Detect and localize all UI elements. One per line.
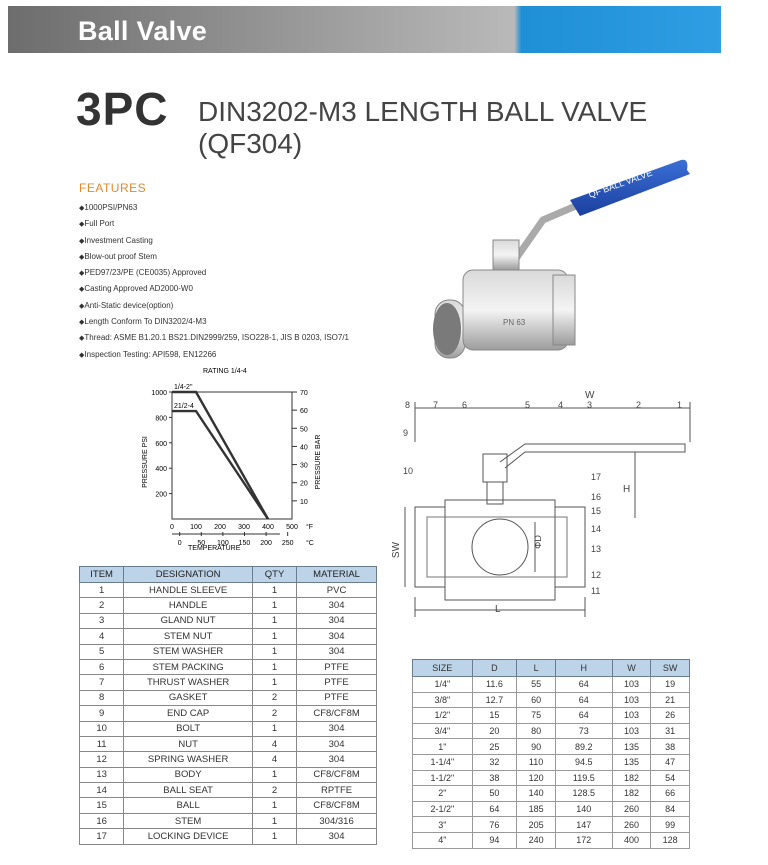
dim-row-cell: 21 [651, 692, 690, 708]
bom-row-cell: 1 [252, 829, 296, 844]
bom-row-cell: RPTFE [297, 783, 377, 798]
bom-row [80, 583, 377, 598]
dim-header-l: L [517, 660, 556, 677]
dim-row-cell: 90 [517, 739, 556, 755]
dim-row-cell: 172 [555, 832, 612, 848]
callout-label: 16 [591, 492, 602, 502]
bom-row-cell: 8 [80, 690, 124, 705]
bom-row [80, 690, 377, 705]
dim-row-cell: 99 [651, 817, 690, 833]
dim-row-cell: 47 [651, 754, 690, 770]
bom-row-cell: CF8/CF8M [297, 798, 377, 813]
bom-row [80, 613, 377, 628]
bom-row-cell: 14 [80, 783, 124, 798]
bom-row-cell: CF8/CF8M [297, 767, 377, 782]
dim-header-d: D [472, 660, 517, 677]
dim-row [413, 723, 690, 739]
dim-row-cell: 120 [517, 770, 556, 786]
bom-row-cell: 304 [297, 829, 377, 844]
bom-row-cell: 6 [80, 659, 124, 674]
feature-item: ◆ Investment Casting [79, 233, 349, 249]
dim-header-row [413, 660, 690, 677]
dim-row [413, 832, 690, 848]
dim-row-cell: 84 [651, 801, 690, 817]
dim-row-cell: 1-1/2" [413, 770, 473, 786]
feature-item: ◆ Inspection Testing: API598, EN12266 [79, 347, 349, 363]
dim-row-cell: 182 [612, 786, 651, 802]
bom-row-cell: 9 [80, 706, 124, 721]
bom-row-cell: 7 [80, 675, 124, 690]
dim-row-cell: 4" [413, 832, 473, 848]
y-tick-label: 600 [155, 440, 167, 448]
handle-sleeve [570, 160, 690, 216]
callout-label: 13 [591, 544, 602, 554]
y-tick-label: 200 [155, 491, 167, 499]
bom-row [80, 813, 377, 828]
bom-row-cell: 11 [80, 736, 124, 751]
bom-row-cell: 15 [80, 798, 124, 813]
dim-row [413, 739, 690, 755]
dim-row-cell: 135 [612, 754, 651, 770]
bom-row-cell: BOLT [124, 721, 253, 736]
bom-row [80, 767, 377, 782]
dim-row-cell: 135 [612, 739, 651, 755]
y-tick-label: 400 [155, 466, 167, 474]
bom-row-cell: 304 [297, 644, 377, 659]
bom-row-cell: 4 [252, 736, 296, 751]
bom-row-cell: HANDLE [124, 598, 253, 613]
bom-row-cell: 2 [252, 690, 296, 705]
dim-row-cell: 94 [472, 832, 517, 848]
dim-row-cell: 31 [651, 723, 690, 739]
dim-h-label: H [623, 484, 631, 495]
chart-xlabel: TEMPERATURE [188, 545, 241, 552]
bom-row-cell: 1 [252, 583, 296, 598]
dim-row-cell: 140 [517, 786, 556, 802]
dim-row-cell: 205 [517, 817, 556, 833]
dim-row-cell: 38 [472, 770, 517, 786]
callout-label: 4 [558, 400, 564, 410]
dim-row-cell: 2" [413, 786, 473, 802]
bom-row [80, 706, 377, 721]
x-tick-label-c: 200 [260, 540, 272, 547]
callout-label: 17 [591, 472, 602, 482]
handle-rod [515, 202, 585, 260]
product-code: (QF304) [198, 128, 303, 159]
bom-row-cell: 5 [80, 644, 124, 659]
dim-row-cell: 185 [517, 801, 556, 817]
bom-row-cell: STEM PACKING [124, 659, 253, 674]
dim-row [413, 677, 690, 693]
dim-row-cell: 119.5 [555, 770, 612, 786]
x-tick-label-c: 250 [281, 540, 294, 547]
dim-row [413, 754, 690, 770]
bom-row-cell: STEM NUT [124, 629, 253, 644]
dim-row-cell: 32 [472, 754, 517, 770]
dim-row-cell: 103 [612, 692, 651, 708]
callout-label: 14 [591, 524, 602, 534]
y-tick-label: 800 [155, 415, 167, 423]
dim-row-cell: 103 [612, 677, 651, 693]
dim-row-cell: 240 [517, 832, 556, 848]
dim-row-cell: 50 [472, 786, 517, 802]
dim-row-cell: 12.7 [472, 692, 517, 708]
dim-row-cell: 103 [612, 723, 651, 739]
features-heading: FEATURES [79, 181, 147, 195]
bom-row-cell: 304/316 [297, 813, 377, 828]
bom-header-designation: DESIGNATION [124, 567, 253, 583]
section-title: Ball Valve [78, 16, 208, 46]
bom-row-cell: END CAP [124, 706, 253, 721]
model-title: 3PC [76, 83, 169, 135]
dim-row-cell: 1/2" [413, 708, 473, 724]
x-tick-label-c: 150 [238, 540, 251, 547]
bom-header-row [80, 567, 377, 583]
y2-tick-label: 20 [300, 480, 308, 488]
dim-row-cell: 400 [612, 832, 651, 848]
series-label: 21/2-4 [174, 403, 194, 411]
y2-tick-label: 60 [300, 408, 308, 416]
bom-row-cell: 2 [252, 706, 296, 721]
bom-row [80, 721, 377, 736]
bom-row-cell: 1 [252, 798, 296, 813]
feature-item: ◆ Thread: ASME B1.20.1 BS21.DIN2999/259, ISO228-1, JIS B 0203, ISO7/1 [79, 330, 349, 346]
dim-row-cell: 11.6 [472, 677, 517, 693]
bom-row [80, 829, 377, 844]
dim-row-cell: 182 [612, 770, 651, 786]
bom-row-cell: HANDLE SLEEVE [124, 583, 253, 598]
dim-row-cell: 64 [472, 801, 517, 817]
series-label: 1/4-2" [174, 384, 193, 391]
dim-row-cell: 103 [612, 708, 651, 724]
dim-row-cell: 110 [517, 754, 556, 770]
x-tick-label-f: 300 [238, 524, 250, 531]
bom-row-cell: PTFE [297, 690, 377, 705]
bom-row-cell: 10 [80, 721, 124, 736]
dim-header-h: H [555, 660, 612, 677]
drawing-handle [500, 444, 685, 468]
dim-row-cell: 73 [555, 723, 612, 739]
callout-label: 15 [591, 506, 602, 516]
handle-sleeve-text: QF BALL VALVE [587, 167, 654, 200]
bom-row [80, 798, 377, 813]
bom-row-cell: 2 [252, 783, 296, 798]
bom-row [80, 598, 377, 613]
x-tick-label-f: 100 [190, 524, 202, 531]
dim-row-cell: 1" [413, 739, 473, 755]
series-line [172, 411, 268, 519]
bom-row [80, 675, 377, 690]
dim-row-cell: 94.5 [555, 754, 612, 770]
bom-row-cell: BODY [124, 767, 253, 782]
callout-label: 3 [587, 400, 593, 410]
bom-row-cell: 12 [80, 752, 124, 767]
dim-row-cell: 15 [472, 708, 517, 724]
feature-item: ◆ Length Conform To DIN3202/4-M3 [79, 314, 349, 330]
dim-row-cell: 64 [555, 692, 612, 708]
bom-row-cell: 304 [297, 629, 377, 644]
dim-row-cell: 54 [651, 770, 690, 786]
callout-label: 1 [677, 400, 683, 410]
dim-sw-label: SW [391, 541, 402, 559]
bom-row-cell: PTFE [297, 659, 377, 674]
bom-row-cell: LOCKING DEVICE [124, 829, 253, 844]
x-tick-label-f: 400 [262, 524, 274, 531]
dim-row-cell: 128.5 [555, 786, 612, 802]
dim-row-cell: 66 [651, 786, 690, 802]
dim-row-cell: 3/8" [413, 692, 473, 708]
bom-row-cell: 17 [80, 829, 124, 844]
section-drawing [385, 382, 705, 622]
bom-row-cell: THRUST WASHER [124, 675, 253, 690]
bom-row-cell: 3 [80, 613, 124, 628]
bom-row-cell: 304 [297, 752, 377, 767]
rating-chart [120, 362, 330, 560]
dim-row [413, 770, 690, 786]
valve-body [463, 270, 568, 350]
feature-item: ◆ Full Port [79, 216, 349, 232]
bom-row-cell: 1 [252, 675, 296, 690]
dim-d-label: ΦD [533, 535, 543, 549]
bom-row [80, 736, 377, 751]
bom-row-cell: 1 [252, 767, 296, 782]
callout-label: 9 [403, 428, 409, 438]
dim-row-cell: 55 [517, 677, 556, 693]
bom-row-cell: 2 [80, 598, 124, 613]
bom-row-cell: 16 [80, 813, 124, 828]
bom-row-cell: 1 [252, 598, 296, 613]
bom-row-cell: 4 [80, 629, 124, 644]
dim-row-cell: 2-1/2" [413, 801, 473, 817]
bom-header-qty: QTY [252, 567, 296, 583]
y2-tick-label: 40 [300, 444, 308, 452]
dim-row-cell: 128 [651, 832, 690, 848]
bom-row-cell: 1 [252, 721, 296, 736]
dim-row [413, 786, 690, 802]
y2-tick-label: 70 [300, 390, 308, 397]
bom-row-cell: GASKET [124, 690, 253, 705]
x-tick-label-f: 500 [286, 524, 298, 531]
end-cap-right [553, 275, 575, 345]
dim-row [413, 692, 690, 708]
bom-row [80, 783, 377, 798]
dim-row-cell: 64 [555, 677, 612, 693]
chart-title: RATING 1/4-4 [203, 368, 247, 375]
bom-row [80, 752, 377, 767]
bom-row-cell: 304 [297, 736, 377, 751]
feature-item: ◆ Blow-out proof Stem [79, 249, 349, 265]
bom-row-cell: NUT [124, 736, 253, 751]
dim-row-cell: 260 [612, 801, 651, 817]
valve-photo [425, 150, 725, 380]
dim-row-cell: 147 [555, 817, 612, 833]
dim-header-w: W [612, 660, 651, 677]
callout-label: 8 [405, 400, 411, 410]
y2-tick-label: 50 [300, 426, 308, 434]
bom-row-cell: 1 [252, 613, 296, 628]
dim-row [413, 708, 690, 724]
dim-row [413, 817, 690, 833]
x-tick-label-c: 100 [217, 540, 229, 547]
bom-row-cell: PTFE [297, 675, 377, 690]
bom-row-cell: 304 [297, 598, 377, 613]
bom-row-cell: CF8/CF8M [297, 706, 377, 721]
bom-row-cell: 304 [297, 613, 377, 628]
bom-header-item: ITEM [80, 567, 124, 583]
dim-row-cell: 64 [555, 708, 612, 724]
product-title-line: DIN3202-M3 LENGTH BALL VALVE [198, 96, 648, 127]
dim-row-cell: 1-1/4" [413, 754, 473, 770]
x-tick-label-c: 50 [197, 540, 206, 547]
bom-row [80, 659, 377, 674]
x-tick-label-c: 0 [177, 540, 182, 547]
x-unit-f: °F [306, 524, 314, 531]
dim-row-cell: 20 [472, 723, 517, 739]
bom-row-cell: PVC [297, 583, 377, 598]
dim-header-size: SIZE [413, 660, 473, 677]
bom-row-cell: 1 [252, 659, 296, 674]
feature-item: ◆ Casting Approved AD2000-W0 [79, 281, 349, 297]
callout-label: 11 [591, 586, 601, 596]
dim-row-cell: 80 [517, 723, 556, 739]
bom-row-cell: STEM WASHER [124, 644, 253, 659]
chart-y2label: PRESSURE BAR [315, 434, 322, 490]
dim-row-cell: 3" [413, 817, 473, 833]
y2-tick-label: 10 [300, 498, 308, 506]
port [433, 303, 461, 355]
bom-row-cell: GLAND NUT [124, 613, 253, 628]
callout-label: 5 [525, 400, 531, 410]
dimensions-table [412, 659, 690, 849]
dim-row-cell: 89.2 [555, 739, 612, 755]
bom-row-cell: 13 [80, 767, 124, 782]
feature-item: ◆ Anti-Static device(option) [79, 298, 349, 314]
dim-row-cell: 76 [472, 817, 517, 833]
bom-row-cell: STEM [124, 813, 253, 828]
body-text: PN 63 [503, 318, 526, 327]
bom-row-cell: BALL [124, 798, 253, 813]
bom-row-cell: 1 [80, 583, 124, 598]
callout-label: 10 [403, 466, 414, 476]
y-tick-label: 1000 [151, 390, 167, 397]
bom-row-cell: 1 [252, 813, 296, 828]
feature-item: ◆ PED97/23/PE (CE0035) Approved [79, 265, 349, 281]
bom-row-cell: 4 [252, 752, 296, 767]
bom-header-material: MATERIAL [297, 567, 377, 583]
dim-row-cell: 25 [472, 739, 517, 755]
dim-row-cell: 260 [612, 817, 651, 833]
dim-w-label: W [585, 390, 595, 401]
dim-row-cell: 140 [555, 801, 612, 817]
stem [493, 240, 519, 270]
bom-row [80, 629, 377, 644]
feature-item: ◆ 1000PSI/PN63 [79, 200, 349, 216]
bom-table [79, 566, 377, 845]
callout-label: 2 [636, 400, 642, 410]
bom-row-cell: 1 [252, 644, 296, 659]
x-tick-label-f: 0 [170, 524, 174, 531]
dim-row-cell: 1/4" [413, 677, 473, 693]
bom-row-cell: SPRING WASHER [124, 752, 253, 767]
dim-row-cell: 19 [651, 677, 690, 693]
dim-row-cell: 38 [651, 739, 690, 755]
dim-row [413, 801, 690, 817]
dim-header-sw: SW [651, 660, 690, 677]
x-unit-c: °C [306, 540, 314, 547]
dim-row-cell: 3/4" [413, 723, 473, 739]
y2-tick-label: 30 [300, 462, 308, 470]
bom-row-cell: BALL SEAT [124, 783, 253, 798]
bom-row-cell: 304 [297, 721, 377, 736]
features-list [79, 200, 349, 363]
callout-label: 7 [433, 400, 439, 410]
dim-row-cell: 60 [517, 692, 556, 708]
callout-label: 6 [462, 400, 468, 410]
x-tick-label-f: 200 [214, 524, 226, 531]
callout-label: 12 [591, 570, 602, 580]
dim-row-cell: 26 [651, 708, 690, 724]
chart-ylabel: PRESSURE PSI [142, 436, 149, 488]
bom-row-cell: 1 [252, 629, 296, 644]
bom-row [80, 644, 377, 659]
dim-row-cell: 75 [517, 708, 556, 724]
dim-l-label: L [495, 604, 501, 615]
